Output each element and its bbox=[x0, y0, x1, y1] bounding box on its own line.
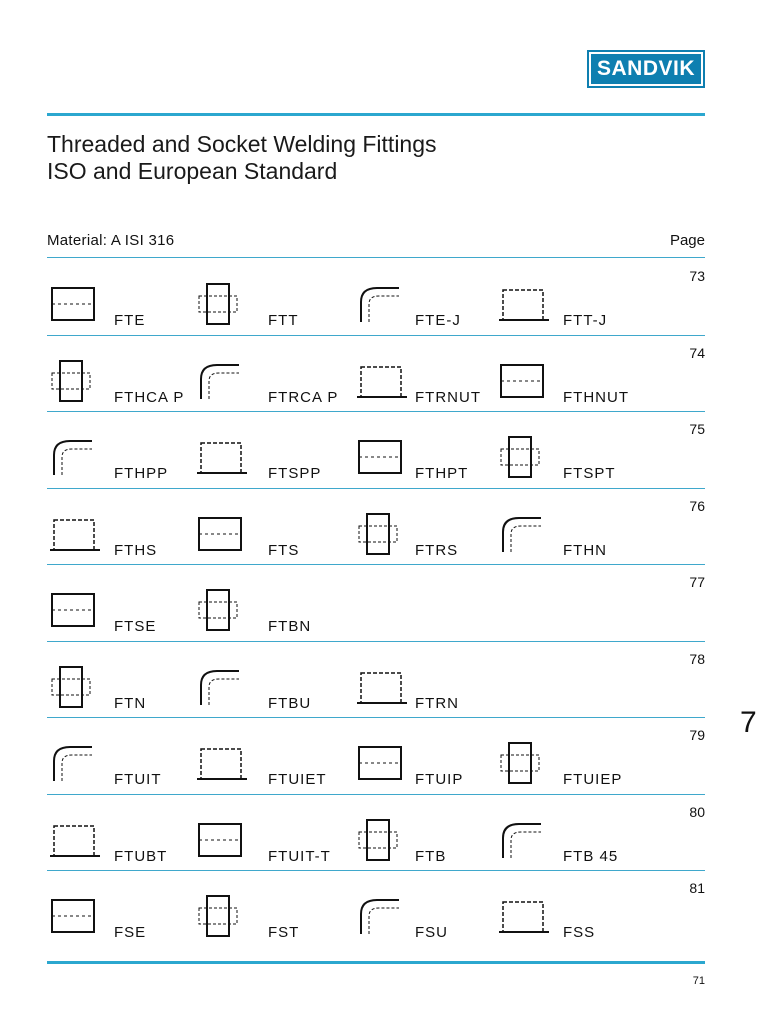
fitting-code: FTT bbox=[268, 312, 299, 329]
fitting-drawing bbox=[355, 282, 415, 328]
page-title-line1: Threaded and Socket Welding Fittings bbox=[47, 131, 437, 157]
fitting-code: FTRN bbox=[415, 694, 459, 712]
fitting-code: FTT-J bbox=[563, 312, 608, 329]
bottom-rule bbox=[47, 961, 705, 964]
fitting-code: FTSPP bbox=[268, 465, 322, 482]
fitting-drawing bbox=[355, 818, 415, 864]
fitting-drawing bbox=[48, 512, 108, 558]
row-page-number: 78 bbox=[689, 650, 705, 667]
fitting-code: FTUIT-T bbox=[268, 847, 331, 865]
fitting-drawing bbox=[195, 282, 255, 328]
fitting-drawing bbox=[195, 741, 255, 787]
row-page-number: 73 bbox=[689, 268, 705, 284]
top-rule bbox=[47, 113, 705, 116]
fitting-drawing bbox=[48, 588, 108, 634]
fitting-drawing bbox=[48, 818, 108, 864]
material-label: Material: A ISI 316 bbox=[47, 232, 175, 249]
fitting-code: FTHPP bbox=[114, 465, 169, 482]
fitting-drawing bbox=[48, 741, 108, 787]
fitting-drawing bbox=[48, 435, 108, 481]
fitting-code: FTUIT bbox=[114, 771, 162, 788]
fitting-code: FTE-J bbox=[415, 312, 461, 329]
fitting-code: FTHNUT bbox=[563, 388, 629, 406]
row-page-number: 79 bbox=[689, 727, 705, 743]
fitting-drawing bbox=[195, 665, 255, 711]
row-divider bbox=[47, 488, 705, 489]
fitting-drawing bbox=[497, 741, 557, 787]
row-page-number: 75 bbox=[689, 421, 705, 437]
fitting-drawing bbox=[195, 359, 255, 405]
fitting-drawing bbox=[355, 741, 415, 787]
fitting-code: FTBN bbox=[268, 618, 312, 635]
fitting-code: FSU bbox=[415, 924, 448, 941]
fitting-drawing bbox=[355, 435, 415, 481]
fitting-code: FTUIET bbox=[268, 771, 327, 788]
fitting-drawing bbox=[497, 282, 557, 328]
row-page-number: 80 bbox=[689, 803, 705, 820]
fitting-drawing bbox=[48, 282, 108, 328]
row-page-number: 76 bbox=[689, 497, 705, 514]
fitting-drawing bbox=[355, 512, 415, 558]
fitting-code: FTSPT bbox=[563, 465, 616, 482]
fitting-drawing bbox=[195, 512, 255, 558]
chapter-tab: 7 bbox=[740, 706, 757, 739]
fitting-code: FTHPT bbox=[415, 465, 469, 482]
fitting-drawing bbox=[497, 359, 557, 405]
fitting-drawing bbox=[195, 588, 255, 634]
fitting-code: FTRNUT bbox=[415, 388, 481, 406]
fitting-drawing bbox=[497, 894, 557, 940]
fitting-code: FTRCA P bbox=[268, 388, 339, 406]
fitting-code: FTUIP bbox=[415, 771, 464, 788]
row-divider bbox=[47, 794, 705, 795]
fitting-drawing bbox=[497, 512, 557, 558]
fitting-code: FSS bbox=[563, 924, 596, 941]
row-divider bbox=[47, 335, 705, 336]
row-page-number: 81 bbox=[689, 880, 705, 896]
fitting-code: FTBU bbox=[268, 694, 312, 712]
fitting-code: FTB bbox=[415, 847, 447, 865]
fitting-code: FTRS bbox=[415, 541, 459, 559]
fitting-code: FTN bbox=[114, 694, 147, 712]
fitting-code: FTSE bbox=[114, 618, 157, 635]
row-divider bbox=[47, 564, 705, 565]
page-title-line2: ISO and European Standard bbox=[47, 158, 338, 184]
fitting-code: FTB 45 bbox=[563, 847, 619, 865]
fitting-drawing bbox=[48, 894, 108, 940]
fitting-code: FTE bbox=[114, 312, 146, 329]
fitting-code: FTHN bbox=[563, 541, 607, 559]
fitting-drawing bbox=[355, 665, 415, 711]
row-divider bbox=[47, 717, 705, 718]
fitting-code: FTHS bbox=[114, 541, 158, 559]
sandvik-logo bbox=[587, 50, 705, 88]
fitting-drawing bbox=[497, 818, 557, 864]
fitting-code: FSE bbox=[114, 924, 147, 941]
row-page-number: 77 bbox=[689, 574, 705, 590]
fitting-drawing bbox=[195, 818, 255, 864]
fitting-drawing bbox=[195, 435, 255, 481]
row-page-number: 74 bbox=[689, 344, 705, 361]
fitting-drawing bbox=[195, 894, 255, 940]
page-column-header: Page bbox=[669, 232, 705, 249]
footer-page-number: 71 bbox=[692, 975, 705, 987]
fitting-drawing bbox=[48, 359, 108, 405]
fitting-drawing bbox=[355, 359, 415, 405]
logo-text: SANDVIK bbox=[591, 54, 701, 84]
row-divider bbox=[47, 870, 705, 871]
row-divider bbox=[47, 641, 705, 642]
row-divider bbox=[47, 411, 705, 412]
fitting-drawing bbox=[48, 665, 108, 711]
fitting-code: FTS bbox=[268, 541, 300, 559]
fitting-code: FTHCA P bbox=[114, 388, 185, 406]
header-divider bbox=[47, 257, 705, 258]
fitting-code: FTUIEP bbox=[563, 771, 623, 788]
fitting-code: FST bbox=[268, 924, 300, 941]
fitting-code: FTUBT bbox=[114, 847, 168, 865]
fitting-drawing bbox=[355, 894, 415, 940]
fitting-drawing bbox=[497, 435, 557, 481]
